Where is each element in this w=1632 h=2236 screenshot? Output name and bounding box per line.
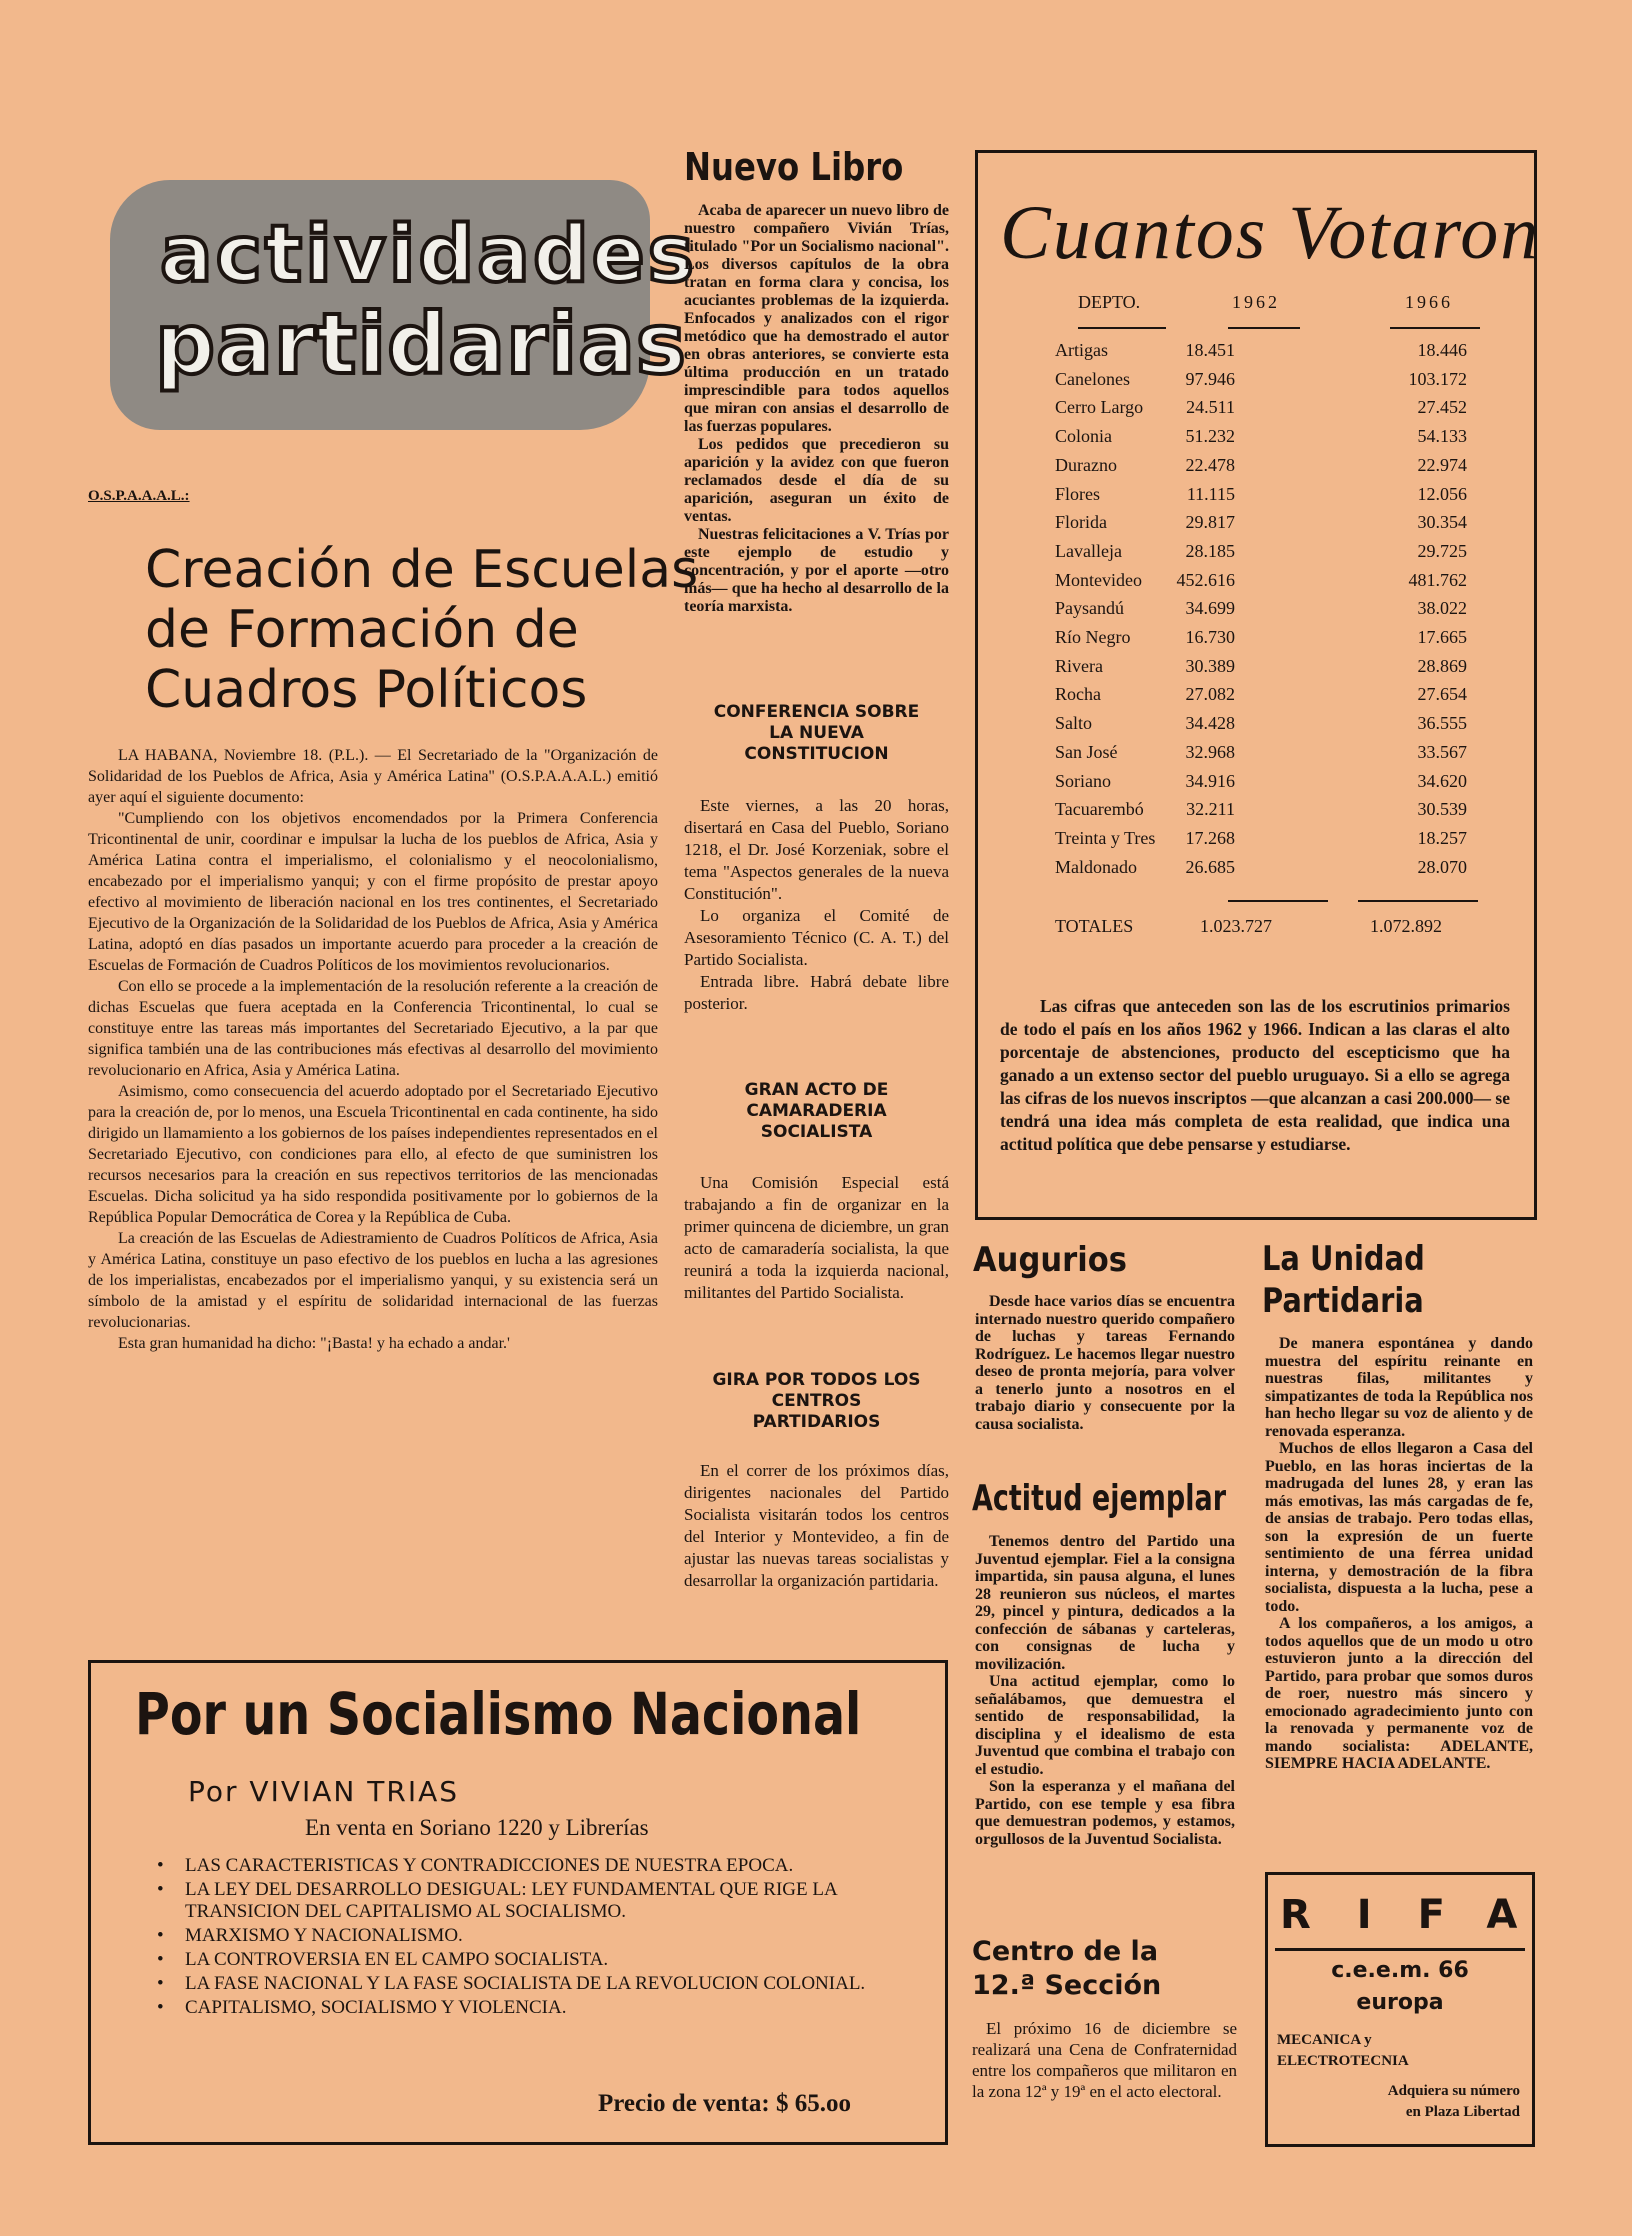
dept-cell: Tacuarembó [1055,799,1144,820]
votes-1962-cell: 11.115 [1186,483,1235,504]
rifa-line-1: c.e.e.m. 66 [1331,1958,1469,1983]
augurios-body [975,1293,1235,1433]
dept-cell: San José [1055,741,1118,762]
table-row [1055,828,1515,854]
paragraph: Muchos de ellos llegaron a Casa del Pueblo, en las horas inciertas de la madrugada del lunes 28, y eran las más emotivas, las más cargadas de fe, de ansias de trabajo. Pero todas ellas, son la expresión de un fuerte sentimiento de una férrea unidad interna, y demostración de la fibra socialista, dispuesta a la lucha, pese a todo. [1265,1440,1533,1615]
votes-1966-cell: 54.133 [1417,426,1467,447]
table-row [1055,541,1515,567]
table-row [1055,656,1515,682]
conferencia-body [684,795,949,1015]
votes-1962-cell: 452.616 [1176,569,1235,590]
votes-1966-cell: 12.056 [1417,483,1467,504]
subhead-line: GIRA POR TODOS LOS [712,1370,921,1390]
rifa-rule [1275,1948,1525,1951]
rifa-line-5: Adquiera su número [1387,2083,1520,2099]
votes-1966-cell: 30.354 [1417,512,1467,533]
totals-rule [1358,900,1478,902]
votes-1962-cell: 51.232 [1185,426,1235,447]
title-line: Centro de la [972,1936,1159,1967]
votes-header-1966: 1966 [1405,292,1453,312]
table-row [1055,799,1515,825]
paragraph: LA HABANA, Noviembre 18. (P.L.). — El Secretariado de la "Organización de Solidaridad de los Pueblos de Africa, Asia y América Latina" (O.S.P.A.A.A.L.) emitió ayer aquí el siguiente documento: [88,747,658,806]
subhead-line: SOCIALISTA [760,1122,873,1142]
dept-cell: Rivera [1055,655,1103,676]
actitud-body [975,1533,1235,1848]
votes-1962-cell: 28.185 [1185,540,1235,561]
camaraderia-title [684,1080,949,1143]
paragraph: Los pedidos que precedieron su aparición y la avidez con que fueron reclamados desde el día de su aparición, aseguran un éxito de ventas. [684,436,949,525]
table-row [1055,857,1515,883]
dept-cell: Florida [1055,512,1107,533]
title-line: 12.ª Sección [972,1970,1162,2001]
subhead-line: CONFERENCIA SOBRE [713,702,920,722]
rifa-line-4: ELECTROTECNIA [1277,2053,1409,2069]
dept-cell: Treinta y Tres [1055,827,1156,848]
gira-title [684,1370,949,1433]
unidad-title [1262,1238,1425,1322]
table-row [1055,627,1515,653]
dept-cell: Río Negro [1055,627,1131,647]
votes-1966-cell: 27.654 [1417,684,1467,705]
dept-cell: Durazno [1055,454,1117,475]
subhead-line: CONSTITUCION [744,744,889,764]
rifa-line-2: europa [1356,1990,1444,2015]
totals-rule [1228,900,1328,902]
augurios-title: Augurios [973,1240,1127,1280]
votes-1966-cell: 38.022 [1417,598,1467,619]
dept-cell: Salto [1055,713,1093,734]
title-line: Partidaria [1262,1281,1424,1321]
header-rule [1078,327,1166,329]
nuevo-libro-body [684,202,949,616]
votes-1966-cell: 33.567 [1417,741,1467,762]
votes-1966-cell: 36.555 [1417,713,1467,734]
table-row [1055,484,1515,510]
table-row [1055,340,1515,366]
logo-line-2: partidarias [155,295,687,393]
list-item: • LA FASE NACIONAL Y LA FASE SOCIALISTA DE LA REVOLUCION COLONIAL. [185,1973,905,1995]
table-row [1055,397,1515,423]
votes-1962-cell: 17.268 [1185,827,1235,848]
list-item: • CAPITALISMO, SOCIALISMO Y VIOLENCIA. [185,1997,905,2019]
subhead-line: CAMARADERIA [746,1101,887,1121]
dept-cell: Lavalleja [1055,540,1122,561]
dept-cell: Colonia [1055,426,1112,447]
centro-body: El próximo 16 de diciembre se realizará una Cena de Confraternidad entre los compañeros que militaron en la zona 12ª y 19ª en el acto electoral. [972,2019,1237,2101]
votes-1966-cell: 28.869 [1417,655,1467,676]
paragraph: Tenemos dentro del Partido una Juventud ejemplar. Fiel a la consigna impartida, sin pausa alguna, el lunes 28 reunieron sus núcleos, el martes 29, pincel y pintura, dedicados a la confección de sábanas y carteleras, con consignas de lucha y movilización. [975,1533,1235,1673]
votes-1962-cell: 26.685 [1185,856,1235,877]
paragraph: De manera espontánea y dando muestra del espíritu reinante en nuestras filas, militantes y simpatizantes de toda la República nos han hecho llegar su voz de aliento y de renovada esperanza. [1265,1335,1533,1440]
dept-cell: Canelones [1055,368,1130,389]
dept-cell: Soriano [1055,770,1111,791]
main-headline [145,540,698,720]
title-line: La Unidad [1262,1239,1425,1279]
list-item: • LA LEY DEL DESARROLLO DESIGUAL: LEY FUNDAMENTAL QUE RIGE LA TRANSICION DEL CAPITALISMO AL SOCIALISMO. [185,1879,905,1923]
paragraph: Con ello se procede a la implementación de la resolución referente a la creación de dichas Escuelas que fuera aceptada en la Conferencia Tricontinental, lo cual se constituye entre las tareas más importantes del Secretariado Ejecutivo, a la par que significa también una de las contribuciones más efectivas al desarrollo del movimiento revolucionario en Africa, Asia y América Latina. [88,978,658,1079]
rifa-title: RIFA [1280,1892,1564,1938]
main-article-body [88,745,658,1354]
totals-label: TOTALES [1055,916,1134,936]
table-row [1055,455,1515,481]
headline-line: Cuadros Políticos [145,660,588,720]
votes-1966-cell: 27.452 [1417,397,1467,418]
paragraph: Desde hace varios días se encuentra internado nuestro querido compañero de luchas y tareas Fernando Rodríguez. Le hacemos llegar nuestro deseo de pronta mejoría, para volver a tenerlo junto a nosotros en el trabajo diario y consecuente por la causa socialista. [975,1293,1235,1433]
book-ad-author: Por VIVIAN TRIAS [188,1775,459,1808]
votes-1966-cell: 17.665 [1417,627,1467,647]
logo-line-1: actividades [160,210,698,300]
votes-1966-cell: 481.762 [1408,569,1467,590]
dept-cell: Cerro Largo [1055,397,1144,418]
rifa-line-3: MECANICA y [1277,2032,1372,2048]
table-row [1055,684,1515,710]
votes-1962-cell: 27.082 [1185,684,1235,705]
votes-1966-cell: 18.446 [1417,340,1467,360]
actitud-title: Actitud ejemplar [972,1478,1227,1519]
subhead-line: GRAN ACTO DE [744,1080,889,1100]
votes-1966-cell: 103.172 [1408,368,1467,389]
dept-cell: Rocha [1055,684,1101,705]
subhead-line: PARTIDARIOS [752,1412,881,1432]
paragraph: A los compañeros, a los amigos, a todos aquellos que de un modo u otro estuvieron junto a la dirección del Partido, para probar que somos duros de roer, nuestro más sincero y emocionado agradecimiento junto con la renovada y permanente voz de mando socialista: ADELANTE, SIEMPRE HACIA ADELANTE. [1265,1615,1533,1772]
table-row [1055,742,1515,768]
votes-1966-cell: 29.725 [1417,540,1467,561]
camaraderia-body [684,1172,949,1304]
votes-1962-cell: 34.428 [1185,713,1235,734]
book-ad-price: Precio de venta: $ 65.oo [598,2090,851,2117]
votes-1962-cell: 97.946 [1185,368,1235,389]
section-label: O.S.P.A.A.A.L.: [88,488,190,504]
rifa-line-6: en Plaza Libertad [1405,2104,1520,2120]
paragraph: Son la esperanza y el mañana del Partido, con ese temple y esa fibra que demuestran podemos, y estamos, orgullosos de la Juventud Socialista. [975,1778,1235,1848]
book-ad-title: Por un Socialismo Nacional [135,1680,862,1748]
votes-header-depto: DEPTO. [1078,292,1141,312]
votes-1962-cell: 34.916 [1185,770,1235,791]
votes-1962-cell: 18.451 [1185,340,1235,360]
paragraph: Lo organiza el Comité de Asesoramiento Técnico (C. A. T.) del Partido Socialista. [684,906,949,969]
nuevo-libro-title: Nuevo Libro [684,145,904,189]
dept-cell: Artigas [1055,340,1108,360]
votes-header-1962: 1962 [1232,292,1280,312]
paragraph: En el correr de los próximos días, dirigentes nacionales del Partido Socialista visitarán todos los centros del Interior y Montevideo, a fin de ajustar las nuevas tareas socialistas y desarrollar la organización partidaria. [684,1461,949,1590]
votes-1962-cell: 24.511 [1186,397,1235,418]
votes-1966-cell: 22.974 [1417,454,1467,475]
paragraph: Nuestras felicitaciones a V. Trías por este ejemplo de estudio y concentración, y por el aporte —otro más— que ha hecho al desarrollo de la teoría marxista. [684,526,949,615]
gira-body [684,1460,949,1592]
votes-1962-cell: 32.211 [1186,799,1235,820]
paragraph: Una actitud ejemplar, como lo señalábamos, que demuestra el sentido de responsabilidad, la disciplina y el idealismo de esta Juventud que combina el trabajo con el estudio. [975,1673,1235,1778]
paragraph: Acaba de aparecer un nuevo libro de nuestro compañero Vivián Trías, titulado "Por un Socialismo nacional". Los diversos capítulos de la obra tratan en forma clara y concisa, los acuciantes problemas de la izquierda. Enfocados y analizados con el rigor metódico que ha demostrado el autor en obras anteriores, se convierte esta última producción en un tratado imprescindible para todos aquellos que miran con ansias el desarrollo de las fuerzas populares. [684,202,949,435]
votes-1962-cell: 32.968 [1185,741,1235,762]
votes-1962-cell: 22.478 [1185,454,1235,475]
paragraph: Entrada libre. Habrá debate libre posterior. [684,972,949,1013]
table-row [1055,570,1515,596]
book-ad-sale: En venta en Soriano 1220 y Librerías [305,1815,649,1840]
dept-cell: Paysandú [1055,598,1124,619]
conferencia-title [684,702,949,765]
votes-1966-cell: 34.620 [1417,770,1467,791]
table-row [1055,512,1515,538]
centro-title [972,1935,1161,2003]
votes-1966-cell: 28.070 [1417,856,1467,877]
table-row [1055,426,1515,452]
paragraph: Una Comisión Especial está trabajando a fin de organizar en la primer quincena de diciembre, un gran acto de camaradería socialista, la que reunirá a toda la izquierda nacional, militantes del Partido Socialista. [684,1173,949,1302]
dept-cell: Maldonado [1055,856,1137,877]
totals-1966: 1.072.892 [1370,916,1442,936]
header-rule [1390,327,1480,329]
votes-1962-cell: 30.389 [1185,655,1235,676]
votes-note: Las cifras que anteceden son las de los escrutinios primarios de todo el país en los años 1962 y 1966. Indican a las claras el alto porcentaje de abstenciones, producto del escepticismo que ha ganado a un extenso sector del pueblo uruguayo. Si a ello se agrega las cifras de los nuevos inscriptos —que alcanzan a casi 200.000— se tendrá una idea más completa de esta realidad, que indica una actitud política que debe pensarse y estudiarse. [1000,996,1510,1154]
headline-line: de Formación de [145,600,579,660]
header-rule [1228,327,1300,329]
paragraph: Este viernes, a las 20 horas, disertará en Casa del Pueblo, Soriano 1218, el Dr. José Korzeniak, sobre el tema "Aspectos generales de la nueva Constitución". [684,796,949,903]
votes-1962-cell: 34.699 [1185,598,1235,619]
headline-line: Creación de Escuelas [145,540,699,600]
votes-title: Cuantos Votaron [1000,191,1541,275]
list-item: • LAS CARACTERISTICAS Y CONTRADICCIONES DE NUESTRA EPOCA. [185,1855,905,1877]
table-row [1055,369,1515,395]
votes-1966-cell: 30.539 [1417,799,1467,820]
table-row [1055,598,1515,624]
table-row [1055,771,1515,797]
votes-1966-cell: 18.257 [1417,827,1467,848]
unidad-body [1265,1335,1533,1773]
votes-1962-cell: 16.730 [1185,627,1235,647]
subhead-line: CENTROS [771,1391,862,1411]
table-row [1055,713,1515,739]
paragraph: "Cumpliendo con los objetivos encomendados por la Primera Conferencia Tricontinental de unir, coordinar e impulsar la lucha de los pueblos de Africa, Asia y América Latina contra el imperialismo, el colonialismo y el neocolonialismo, encabezado por el imperialismo yanqui; y con el firme propósito de prestar apoyo efectivo al movimiento de liberación nacional en los tres continentes, el Secretariado Ejecutivo de la Organización de la Solidaridad de los Pueblos de Africa, Asia y América Latina, adoptó en días pasados un importante acuerdo para proceder a la creación de Escuelas de Formación de Cuadros Políticos de los movimientos revolucionarios. [88,810,658,974]
totals-1962: 1.023.727 [1200,916,1272,936]
list-item: • LA CONTROVERSIA EN EL CAMPO SOCIALISTA. [185,1949,905,1971]
dept-cell: Montevideo [1055,569,1142,590]
votes-1962-cell: 29.817 [1185,512,1235,533]
paragraph: La creación de las Escuelas de Adiestramiento de Cuadros Políticos de Africa, Asia y América Latina, constituye un paso efectivo de los pueblos en lucha a las agresiones de los imperialistas, encabezados por el imperialismo yanqui, y su existencia será un símbolo de la amistad y el espíritu de solidaridad internacional de las fuerzas revolucionarias. [88,1230,658,1331]
paragraph: Asimismo, como consecuencia del acuerdo adoptado por el Secretariado Ejecutivo para la creación de, por lo menos, una Escuela Tricontinental en cada continente, ha sido dirigido un llamamiento a los gobiernos de los países independientes representados en el Secretariado Ejecutivo, con condiciones para ello, al efecto de que suministren los recursos necesarios para la creación en sus repectivos territorios de las mencionadas Escuelas. Dicha solicitud ya ha sido respondida positivamente por lo gobiernos de la República Popular Democrática de Corea y la República de Cuba. [88,1083,658,1226]
list-item: • MARXISMO Y NACIONALISMO. [185,1925,905,1947]
dept-cell: Flores [1055,483,1100,504]
paragraph: Esta gran humanidad ha dicho: "¡Basta! y ha echado a andar.' [118,1335,510,1352]
book-ad-list [185,1855,905,2021]
subhead-line: LA NUEVA [769,723,864,743]
